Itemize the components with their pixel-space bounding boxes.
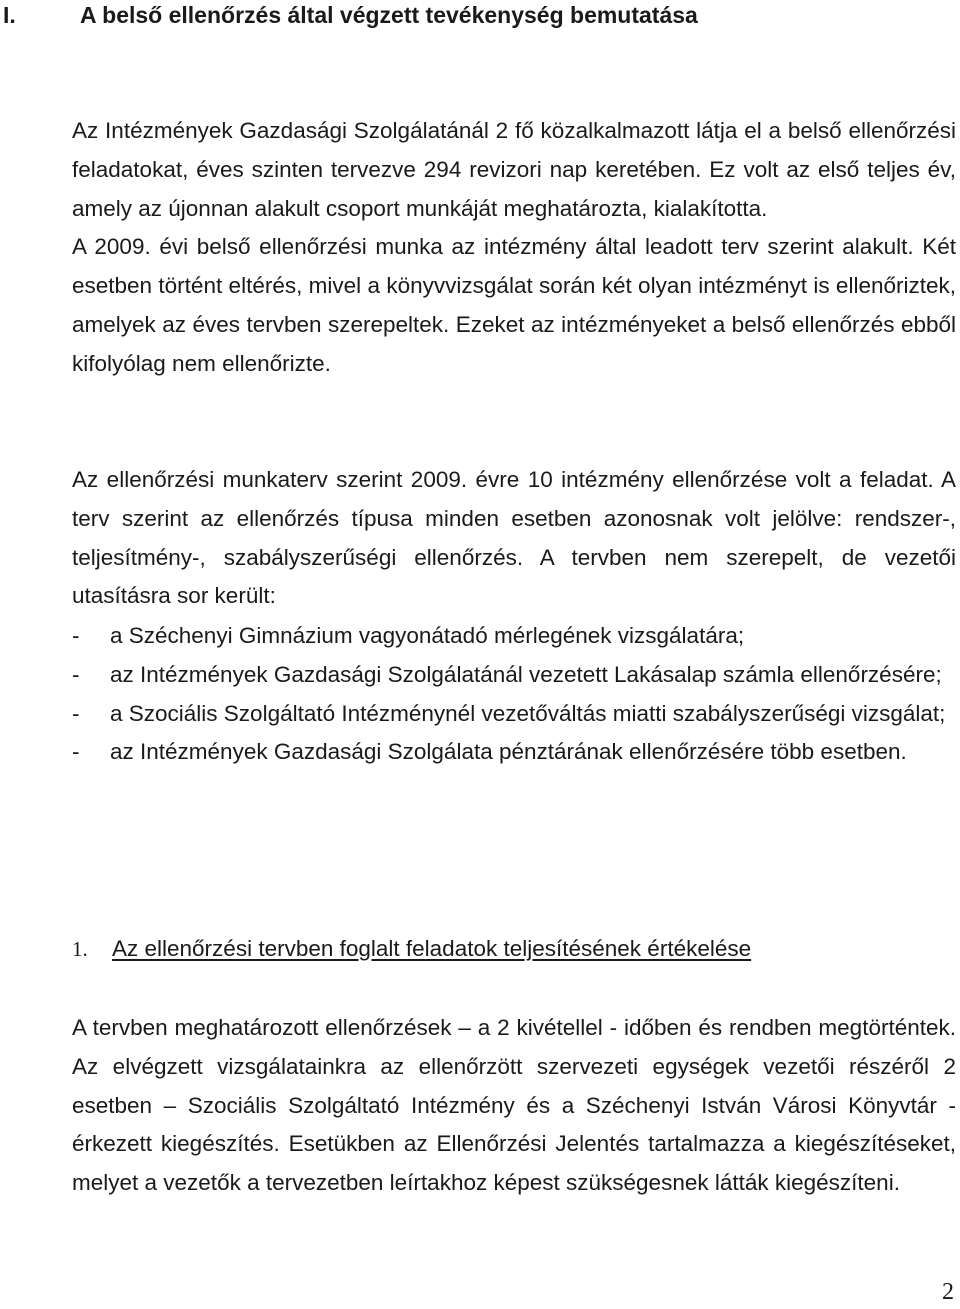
list-item	[72, 617, 956, 656]
list-item	[72, 656, 956, 695]
extra-audits-list	[72, 617, 956, 772]
list-item-text: az Intézmények Gazdasági Szolgálatánál vezetett Lakásalap számla ellenőrzésére;	[110, 661, 942, 687]
plan-2009-text: A 2009. évi belső ellenőrzési munka az intézmény által leadott terv szerint alakult. Két esetben történt eltérés, mivel a könyvvizsgálat során két olyan intézményt is ellenőriztek, amelyek az éves tervben szerepeltek. Ezeket az intézményeket a belső ellenőrzés ebből kifolyólag nem ellenőrizte.	[72, 234, 956, 376]
list-dash: -	[72, 623, 80, 648]
list-item-text: a Szociális Szolgáltató Intézménynél vezetőváltás miatti szabályszerűségi vizsgálat;	[110, 700, 946, 726]
chapter-title: A belső ellenőrzés által végzett tevékenység bemutatása	[80, 2, 698, 28]
section-number: 1.	[72, 937, 88, 961]
list-item	[72, 695, 956, 734]
evaluation-paragraph: A tervben meghatározott ellenőrzések – a 2 kivétellel - időben és rendben megtörténtek. Az elvégzett vizsgálatainkra az ellenőrzött szervezeti egységek vezetői részéről 2 esetben – Szociális Szolgáltató Intézmény és a Széchenyi István Városi Könyvtár - érkezett kiegészítés. Esetükben az Ellenőrzési Jelentés tartalmazza a kiegészítéseket, melyet a vezetők a tervezetben leírtakhoz képest szükségesnek látták kiegészíteni.	[72, 1015, 956, 1196]
chapter-heading	[0, 0, 960, 34]
section-heading	[72, 930, 751, 968]
page-number: 2	[942, 1279, 954, 1305]
chapter-number: I.	[3, 2, 16, 28]
workplan-paragraph: Az ellenőrzési munkaterv szerint 2009. évre 10 intézmény ellenőrzése volt a feladat. A terv szerint az ellenőrzés típusa minden esetben azonosnak volt jelölve: rendszer-, teljesítmény-, szabályszerűségi ellenőrzés. A tervben nem szerepelt, de vezetői utasításra sor került:	[72, 467, 956, 609]
intro-paragraph	[72, 112, 956, 384]
list-dash: -	[72, 739, 80, 765]
list-dash: -	[72, 700, 80, 726]
list-item-text: a Széchenyi Gimnázium vagyonátadó mérlegének vizsgálatára;	[110, 623, 745, 648]
intro-text: Az Intézmények Gazdasági Szolgálatánál 2 fő közalkalmazott látja el a belső ellenőrzési feladatokat, éves szinten tervezve 294 revizori nap keretében. Ez volt az első teljes év, amely az újonnan alakult csoport munkáját meghatározta, kialakította.	[72, 118, 956, 221]
list-item	[72, 733, 956, 772]
list-item-text: az Intézmények Gazdasági Szolgálata pénztárának ellenőrzésére több esetben.	[110, 739, 907, 765]
section-title: Az ellenőrzési tervben foglalt feladatok teljesítésének értékelése	[112, 936, 752, 961]
list-dash: -	[72, 661, 80, 687]
